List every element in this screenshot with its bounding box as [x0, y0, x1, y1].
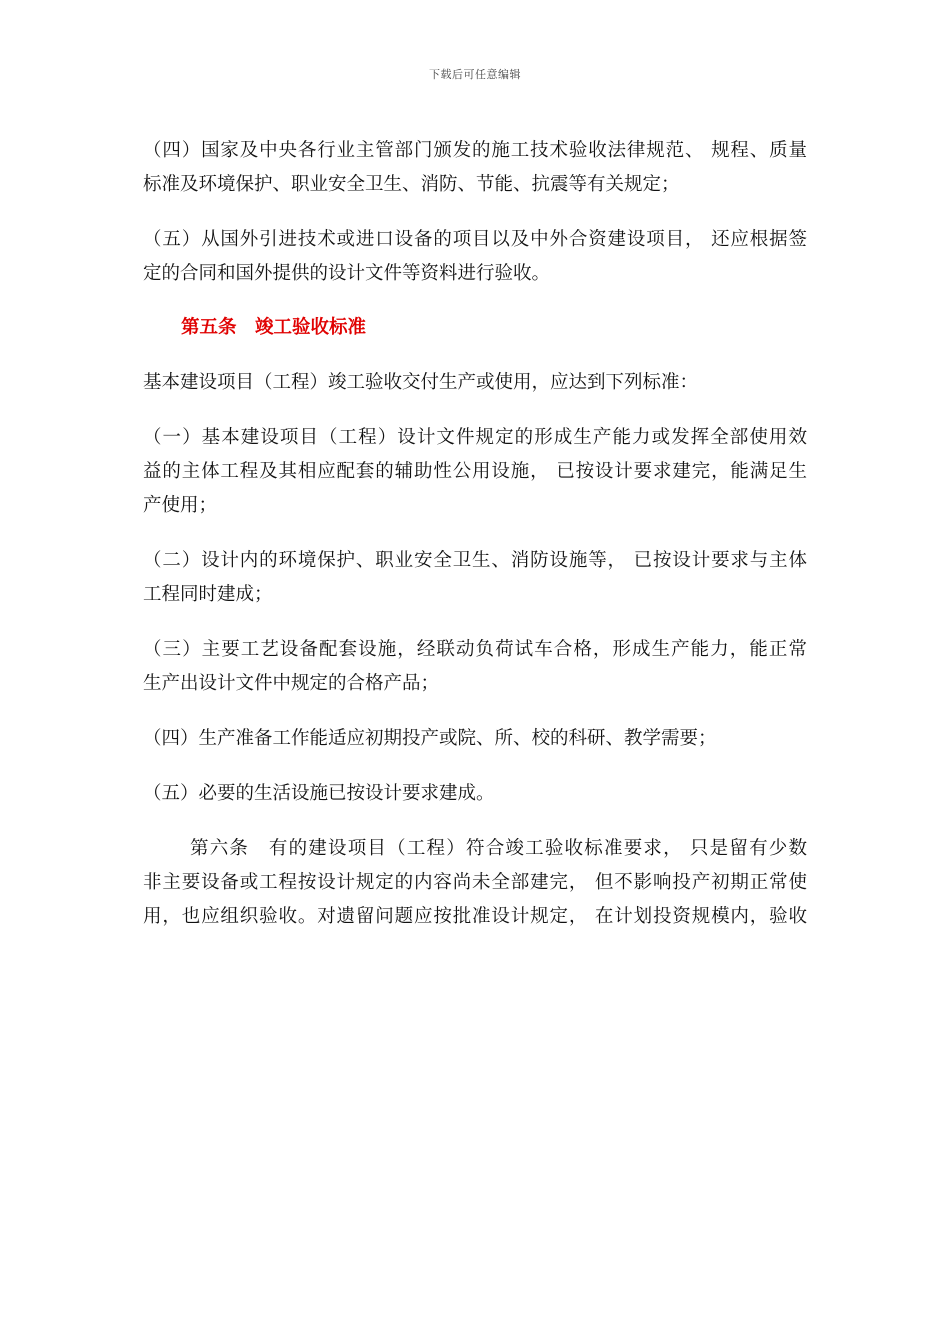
paragraph-regulations	[143, 134, 807, 202]
paragraph-foreign-projects	[143, 223, 807, 291]
text-line: 非主要设备或工程按设计规定的内容尚未全部建完， 但不影响投产初期正常使	[143, 872, 807, 893]
text-line: （五）必要的生活设施已按设计要求建成。	[143, 783, 495, 804]
paragraph-standard-5	[143, 777, 807, 811]
paragraph-standards-intro	[143, 366, 807, 400]
text-line: 用，也应组织验收。对遗留问题应按批准设计规定， 在计划投资规模内，验收	[143, 906, 807, 927]
paragraph-article-6	[143, 832, 807, 934]
text-line: 产使用；	[143, 495, 218, 516]
text-line: 工程同时建成；	[143, 584, 273, 605]
text-line: 益的主体工程及其相应配套的辅助性公用设施， 已按设计要求建完，能满足生	[143, 461, 807, 482]
document-body	[143, 134, 807, 934]
text-line: 基本建设项目（工程）竣工验收交付生产或使用，应达到下列标准：	[143, 372, 699, 393]
section-heading-article-5: 第五条 竣工验收标准	[181, 317, 367, 338]
paragraph-standard-4	[143, 722, 807, 756]
text-line: 定的合同和国外提供的设计文件等资料进行验收。	[143, 263, 551, 284]
page-header: 下载后可任意编辑	[429, 68, 521, 81]
text-line: （二）设计内的环境保护、职业安全卫生、消防设施等， 已按设计要求与主体	[143, 550, 807, 571]
text-line: （五）从国外引进技术或进口设备的项目以及中外合资建设项目， 还应根据签	[143, 229, 807, 250]
text-line: （四）生产准备工作能适应初期投产或院、所、校的科研、教学需要；	[143, 728, 717, 749]
text-line: 第六条 有的建设项目（工程）符合竣工验收标准要求， 只是留有少数	[190, 838, 807, 859]
text-line: （四）国家及中央各行业主管部门颁发的施工技术验收法律规范、 规程、质量	[143, 140, 807, 161]
text-line: （一）基本建设项目（工程）设计文件规定的形成生产能力或发挥全部使用效	[143, 427, 807, 448]
paragraph-standard-1	[143, 421, 807, 523]
text-line: 标准及环境保护、职业安全卫生、消防、节能、抗震等有关规定；	[143, 174, 680, 195]
text-line: 生产出设计文件中规定的合格产品；	[143, 673, 440, 694]
text-line: （三）主要工艺设备配套设施，经联动负荷试车合格，形成生产能力，能正常	[143, 639, 807, 660]
paragraph-standard-2	[143, 544, 807, 612]
paragraph-standard-3	[143, 633, 807, 701]
